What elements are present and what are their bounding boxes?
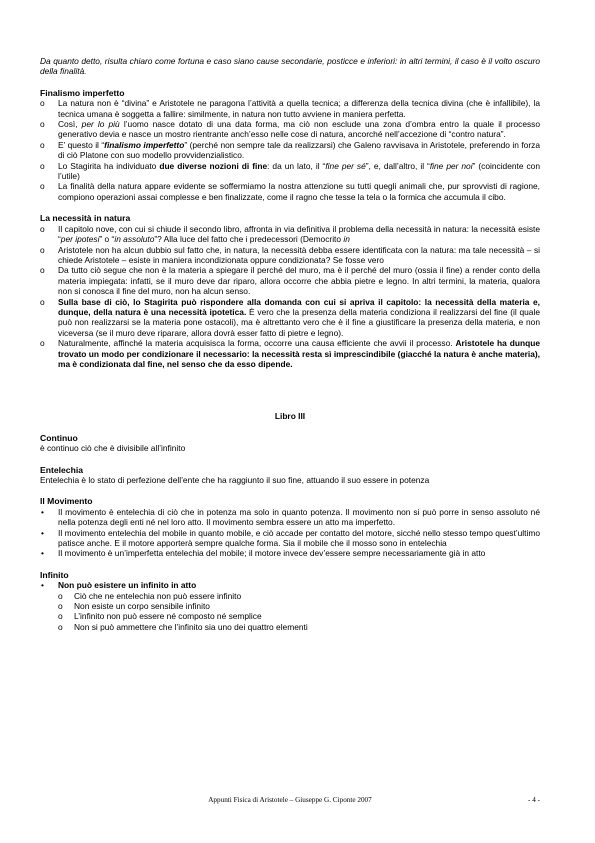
continuo-text: è continuo ciò che è divisibile all’infinito xyxy=(40,443,186,454)
list-item: o Non si può ammettere che l’infinito sia uno dei quattro elementi xyxy=(58,622,540,632)
list-item: o Da tutto ciò segue che non è la materia a spiegare il perché del muro, ma è il perché del muro (ossia il fine) a render conto della materia impiegata: infatti, se il muro deve dar riparo, allora occorre che abbia pietre e legno. In altri termini, la materia, qualora non si conosca il fine del muro, non ha alcun senso. xyxy=(40,265,540,296)
list-item: o Aristotele non ha alcun dubbio sul fatto che, in natura, la necessità debba essere identificata con la natura: ma tale necessità – si chiede Aristotele – esiste in maniera incondizionata oppure condizionata? Se fosse vero xyxy=(40,245,540,266)
heading-entelechia: Entelechia xyxy=(40,464,83,475)
list-item: o E’ questo il “finalismo imperfetto” (perché non sempre tale da realizzarsi) che Galeno ravvisava in Aristotele, preferendo in forza di ciò Platone con suo modello provvidenzialistico. xyxy=(40,140,540,161)
list-item: o La natura non è “divina” e Aristotele ne paragona l’attività a quella tecnica; a differenza della tecnica divina (che è infallibile), la tecnica umana è soggetta a fallire: similmente, in natura non tutto avviene in maniera perfetta. xyxy=(40,98,540,119)
list-item: • Il movimento entelechia del mobile in quanto mobile, e ciò accade per contatto del motore, sicché nello stesso tempo quest’ultimo patisce anche. E il motore apporterà sempre qualche forma. Sia il mobile che il mosso sono in entelechia xyxy=(40,528,540,549)
list-item: • Il movimento è entelechia di ciò che in potenza ma solo in quanto potenza. Il movimento non si può porre in senso assoluto né nella potenza degli enti né nel loro atto. Il movimento sembra essere un atto ma imperfetto. xyxy=(40,507,540,528)
heading-finalismo: Finalismo imperfetto xyxy=(40,87,125,98)
infinito-sublist xyxy=(40,591,540,633)
entelechia-text: Entelechia è lo stato di perfezione dell’ente che ha raggiunto il suo fine, attuando il suo essere in potenza xyxy=(40,475,430,485)
heading-necessita: La necessità in natura xyxy=(40,213,131,224)
page-number: - 4 - xyxy=(528,796,540,804)
list-item: o Così, per lo più l’uomo nasce dotato di una data forma, ma ciò non esclude una zona d’ombra entro la quale il processo generativo devia e nasce un mostro rientrante anch’esso nelle cose di natura, ancorché nell’accezione di “contro natura”. xyxy=(40,119,540,140)
movimento-list xyxy=(40,507,540,559)
list-item: o L’infinito non può essere né composto né semplice xyxy=(58,611,540,621)
intro-paragraph: Da quanto detto, risulta chiaro come fortuna e caso siano cause secondarie, posticce e inferiori: in altri termini, il caso è il volto oscuro della finalità. xyxy=(40,56,540,77)
infinito-list xyxy=(40,580,540,590)
finalismo-list xyxy=(40,98,540,202)
heading-continuo: Continuo xyxy=(40,432,78,443)
list-item: • Non può esistere un infinito in atto xyxy=(40,580,540,590)
necessita-list xyxy=(40,224,540,370)
list-item: o Naturalmente, affinché la materia acquisisca la forma, occorre una causa efficiente che avvii il processo. Aristotele ha dunque trovato un modo per condizionare il necessario: la necessità resta sì imprescindibile (giacché la natura è anche materia), ma è condizionata dal fine, nel senso che da esso dipende. xyxy=(40,338,540,369)
page-content xyxy=(40,56,540,632)
list-item: o Il capitolo nove, con cui si chiude il secondo libro, affronta in via definitiva il problema della necessità in natura: la necessità esiste “per ipotesi” o “in assoluto”? Alla luce del fatto che i predecessori (Democrito in xyxy=(40,224,540,245)
list-item: o Non esiste un corpo sensibile infinito xyxy=(58,601,540,611)
list-item: o Lo Stagirita ha individuato due diverse nozioni di fine: da un lato, il “fine per sé”, e, dall’altro, il “fine per noi” (coincidente con l’utile) xyxy=(40,161,540,182)
heading-infinito: Infinito xyxy=(40,569,69,580)
list-item: o Ciò che ne entelechia non può essere infinito xyxy=(58,591,540,601)
section-title-libro: Libro III xyxy=(274,411,306,422)
heading-movimento: Il Movimento xyxy=(40,496,93,507)
page-footer xyxy=(40,796,540,808)
list-item: o Sulla base di ciò, lo Stagirita può rispondere alla domanda con cui si apriva il capitolo: la necessità della materia e, dunque, della natura è una necessità ipotetica. È vero che la presenza della materia condiziona il realizzarsi del fine (il quale può non realizzarsi se la materia pone ostacoli), ma è altrettanto vero che è il fine a giustificare la presenza della materia, e non viceversa (se il muro deve riparare, allora dovrà esser fatto di pietre e legno). xyxy=(40,297,540,339)
list-item: o La finalità della natura appare evidente se soffermiamo la nostra attenzione su tutti quegli animali che, pur sprovvisti di ragione, compiono operazioni assai complesse e ben finalizzate, come il ragno che tesse la tela o la formica che accumula il cibo. xyxy=(40,181,540,202)
footer-text: Appunti Fisica di Aristotele – Giuseppe G. Ciponte 2007 xyxy=(208,796,372,804)
list-item: • Il movimento è un’imperfetta entelechia del mobile; il motore invece dev’essere sempre necessariamente già in atto xyxy=(40,548,540,558)
